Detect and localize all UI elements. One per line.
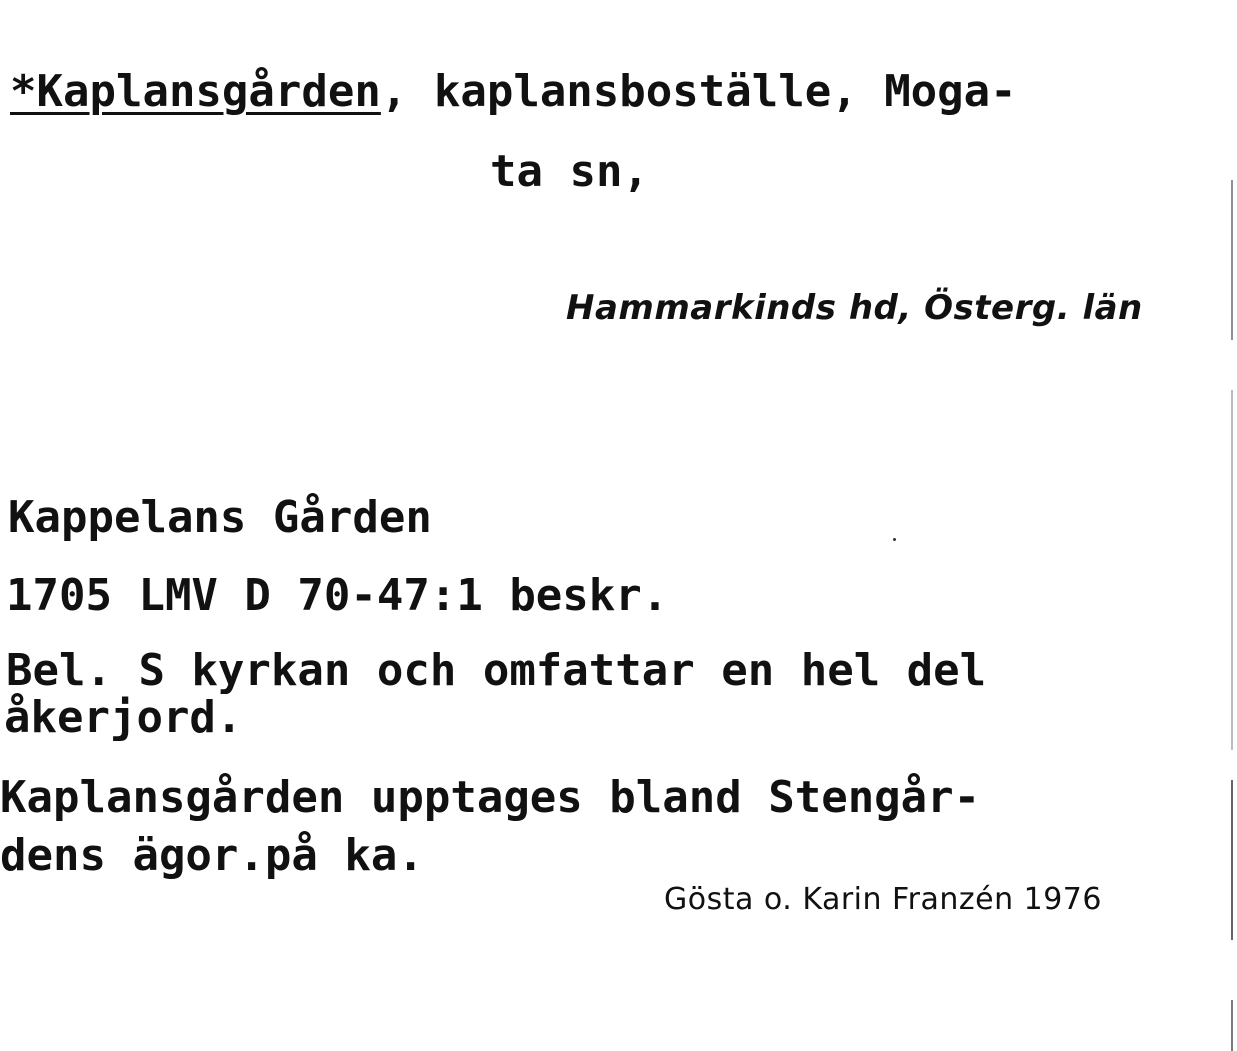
headword-description: , kaplansboställe, Moga-	[380, 66, 1017, 117]
card-edge-mark	[1231, 780, 1233, 940]
headword: *Kaplansgården	[10, 66, 381, 117]
speck	[893, 538, 896, 541]
headword-line	[10, 66, 1017, 117]
card-edge-mark	[1231, 1000, 1233, 1051]
entry-line-2: 1705 LMV D 70-47:1 beskr.	[6, 570, 669, 621]
entry-line-1: Kappelans Gården	[8, 492, 432, 543]
entry-line-4: åkerjord.	[4, 692, 243, 743]
entry-line-5: Kaplansgården upptages bland Stengår-	[0, 772, 981, 823]
entry-line-3: Bel. S kyrkan och omfattar en hel del	[6, 645, 987, 696]
entry-line-6: dens ägor.på ka.	[0, 830, 424, 881]
headword-continuation: ta sn,	[490, 146, 649, 197]
card-edge-mark	[1231, 390, 1233, 750]
region-label: Hammarkinds hd, Österg. län	[566, 288, 1143, 328]
signature: Gösta o. Karin Franzén 1976	[664, 882, 1102, 917]
card-edge-mark	[1231, 180, 1233, 340]
